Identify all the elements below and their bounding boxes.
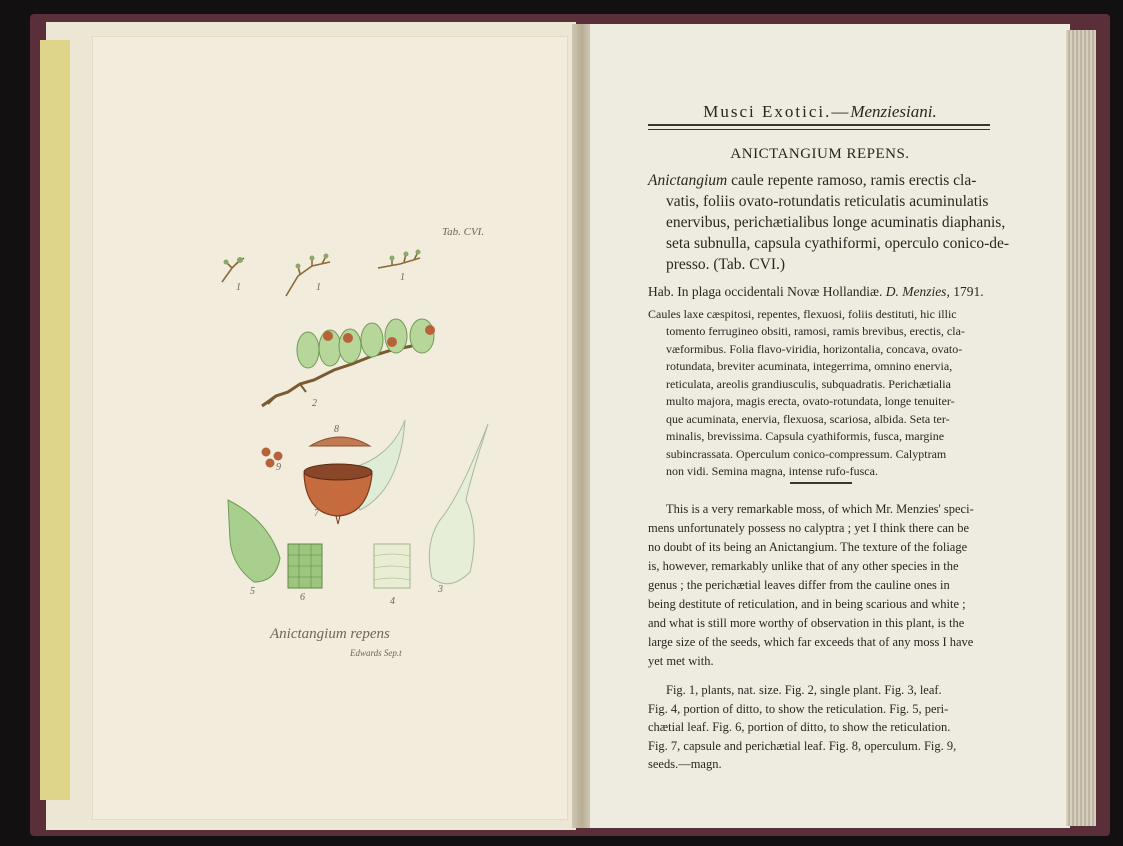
fig-label: 4 [390, 596, 395, 607]
diagnosis-line: Anictangium caule repente ramoso, ramis erectis cla- [648, 172, 977, 189]
remarks-line: mens unfortunately possess no calyptra ; yet I think there can be [648, 521, 970, 535]
fig-7-capsule [304, 420, 405, 524]
description-line: rotundata, breviter acuminata, integerrima, omnino enervia, [666, 359, 953, 373]
remarks-line: no doubt of its being an Anictangium. The texture of the foliage [648, 540, 968, 554]
fig-8-operculum [310, 437, 370, 446]
fig-label: 3 [438, 584, 443, 595]
remarks-line: genus ; the perichætial leaves differ from the cauline ones in [648, 578, 950, 592]
section-divider [790, 482, 852, 484]
description-line: multo majora, magis erecta, ovato-rotundata, longe tenuiter- [666, 394, 955, 408]
fig-label: 6 [300, 592, 305, 603]
remarks-line: large size of the seeds, which far exceeds that of any moss I have [648, 635, 974, 649]
fig-label: 5 [250, 586, 255, 597]
remarks-line: and what is still more worthy of observation in this plant, is the [648, 616, 965, 630]
remarks-line: is, however, remarkably unlike that of any other species in the [648, 559, 959, 573]
fig-5-leaf [228, 500, 280, 582]
figure-legend-line: Fig. 4, portion of ditto, to show the reticulation. Fig. 5, peri- [648, 702, 949, 716]
figure-legend-line: seeds.—magn. [648, 757, 722, 771]
description-line: que acuminata, enervia, flexuosa, scariosa, albida. Seta ter- [666, 412, 950, 426]
description-line: Caules laxe cæspitosi, repentes, flexuosi, foliis destituti, hic illic [648, 307, 957, 321]
fig-3-leaf [429, 424, 488, 584]
description-line: reticulata, areolis grandiusculis, subquadratis. Perichætialia [666, 377, 951, 391]
description-line: minalis, brevissima. Capsula cyathiformis, fusca, margine [666, 429, 945, 443]
diagnosis-line: seta subnulla, capsula cyathiformi, operculo conico-de- [666, 235, 1010, 252]
habitat-line: Hab. In plaga occidentali Novæ Hollandiæ. D. Menzies, 1791. [648, 284, 984, 299]
fig-label: 8 [334, 424, 339, 435]
fig-label: 1 [400, 272, 405, 283]
fig-6-reticulation [288, 544, 322, 588]
remarks-line: being destitute of reticulation, and in being scarious and white ; [648, 597, 966, 611]
head-rule-thick [648, 124, 990, 126]
description-line: subincrassata. Operculum conico-compressum. Calyptram [666, 447, 947, 461]
fig-4-portion [374, 544, 410, 588]
figure-legend-line: chætial leaf. Fig. 6, portion of ditto, to show the reticulation. [648, 720, 951, 734]
diagnosis-line: vatis, foliis ovato-rotundatis reticulatis acuminulatis [666, 193, 989, 210]
remarks-line: This is a very remarkable moss, of which Mr. Menzies' speci- [666, 502, 974, 516]
running-head [650, 102, 990, 122]
fig-label: 1 [236, 282, 241, 293]
diagnosis-line: enervibus, perichætialibus longe acuminatis diaphanis, [666, 214, 1006, 231]
engraver-credit: Edwards Sep.t [350, 648, 402, 658]
description-line: tomento ferrugineo obsiti, ramosi, ramis brevibus, erectis, cla- [666, 324, 965, 338]
head-rule-thin [648, 129, 990, 130]
plate-number: Tab. CVI. [442, 226, 485, 238]
fig-label: 2 [312, 398, 317, 409]
figure-legend-line: Fig. 1, plants, nat. size. Fig. 2, single plant. Fig. 3, leaf. [666, 683, 942, 697]
collector: D. Menzies, [882, 284, 950, 299]
plate-caption: Anictangium repens [270, 626, 390, 642]
description-line: væformibus. Folia flavo-viridia, horizontalia, concava, ovato- [666, 342, 963, 356]
fig-label: 9 [276, 462, 281, 473]
habitat-label: Hab. [648, 284, 674, 299]
running-head-prefix: Musci Exotici.— [703, 102, 851, 121]
remarks-line: yet met with. [648, 654, 714, 668]
figure-legend-line: Fig. 7, capsule and perichætial leaf. Fig. 8, operculum. Fig. 9, [648, 739, 957, 753]
page-title: ANICTANGIUM REPENS. [730, 146, 910, 162]
running-head-suffix: Menziesiani. [850, 102, 937, 121]
diagnosis-line: presso. (Tab. CVI.) [666, 256, 786, 273]
description-line: non vidi. Semina magna, intense rufo-fusca. [666, 464, 878, 478]
fig-label: 7 [314, 508, 319, 519]
diagnosis-genus: Anictangium [648, 172, 728, 189]
fig-2-single-plant [262, 319, 435, 406]
fig-label: 1 [316, 282, 321, 293]
